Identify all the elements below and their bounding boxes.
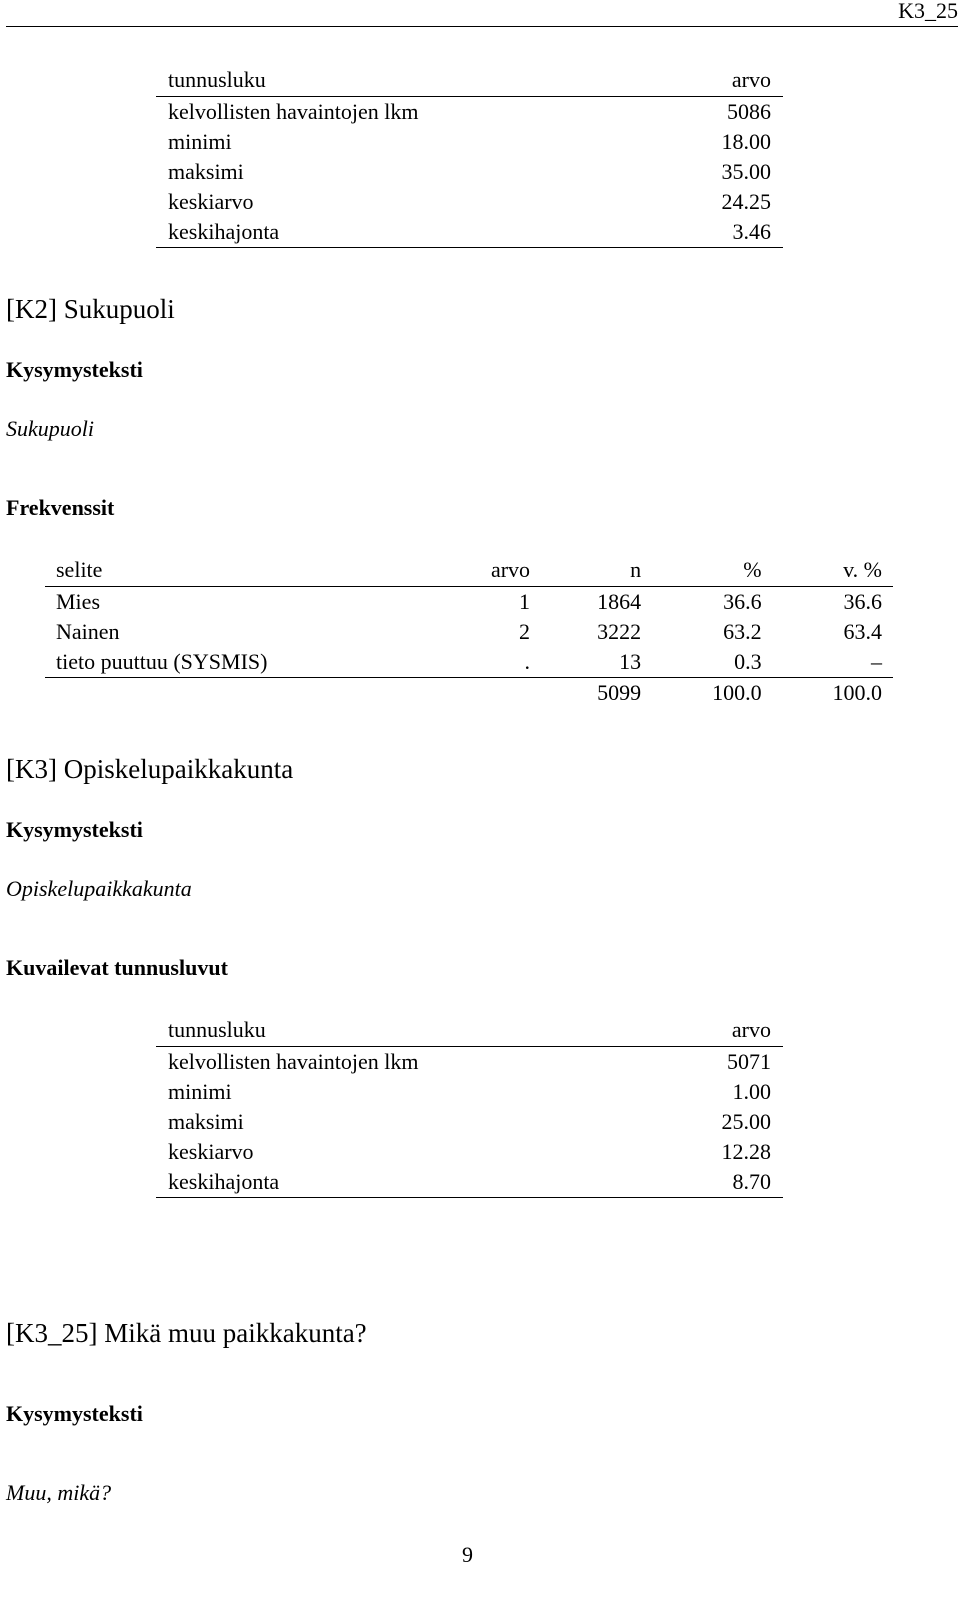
table-row xyxy=(45,647,893,678)
stat-label: maksimi xyxy=(168,1109,244,1134)
stats-heading-k3: Kuvailevat tunnusluvut xyxy=(6,955,228,980)
page-number: 9 xyxy=(462,1542,473,1567)
stat-value: 25.00 xyxy=(721,1109,771,1134)
row-valid-percent: – xyxy=(773,647,893,678)
col-header-label: selite xyxy=(45,554,438,587)
stat-label: keskihajonta xyxy=(168,219,280,244)
stat-value: 12.28 xyxy=(721,1139,771,1164)
row-value: 1 xyxy=(519,589,531,614)
table-row xyxy=(156,1077,783,1107)
table-row xyxy=(156,1137,783,1167)
row-percent: 0.3 xyxy=(652,647,772,678)
stat-label: keskihajonta xyxy=(168,1169,280,1194)
table-row xyxy=(156,187,783,217)
table-row xyxy=(156,157,783,187)
table-row xyxy=(156,1167,783,1198)
table-total-row xyxy=(45,678,893,709)
total-percent: 100.0 xyxy=(712,680,762,705)
table-row xyxy=(156,1047,783,1078)
col-header-stat: tunnusluku xyxy=(156,1014,651,1047)
stat-label: maksimi xyxy=(168,159,244,184)
question-text-k3-25: Muu, mikä? xyxy=(6,1480,112,1505)
table-row xyxy=(45,587,893,618)
stat-label: kelvollisten havaintojen lkm xyxy=(168,1049,419,1074)
col-header-value: arvo xyxy=(651,64,783,97)
table-row xyxy=(156,1107,783,1137)
question-text-k3: Opiskelupaikkakunta xyxy=(6,876,192,901)
stat-value: 35.00 xyxy=(721,159,771,184)
stat-value: 5086 xyxy=(727,99,771,124)
freq-heading-k2: Frekvenssit xyxy=(6,495,115,520)
stats-table-k3 xyxy=(156,1014,783,1198)
stat-label: keskiarvo xyxy=(168,1139,254,1164)
table-row xyxy=(156,97,783,128)
row-percent: 36.6 xyxy=(723,589,762,614)
row-label: Mies xyxy=(56,589,100,614)
col-header-stat: tunnusluku xyxy=(156,64,651,97)
question-heading-k2: Kysymysteksti xyxy=(6,357,143,382)
row-valid-percent: 63.4 xyxy=(843,619,882,644)
col-header-valid-percent: v. % xyxy=(773,554,893,587)
stat-value: 1.00 xyxy=(732,1079,771,1104)
stat-label: minimi xyxy=(168,1079,232,1104)
col-header-n: n xyxy=(541,554,652,587)
table-row xyxy=(156,217,783,248)
total-valid-percent: 100.0 xyxy=(832,680,882,705)
total-value xyxy=(438,678,541,709)
row-label: tieto puuttuu (SYSMIS) xyxy=(45,647,438,678)
row-label: Nainen xyxy=(56,619,120,644)
row-value: 2 xyxy=(519,619,531,644)
row-n: 3222 xyxy=(597,619,642,644)
stat-value: 8.70 xyxy=(732,1169,771,1194)
frequency-table-k2 xyxy=(45,554,893,708)
row-n: 13 xyxy=(541,647,652,678)
stat-label: keskiarvo xyxy=(168,189,254,214)
col-header-value: arvo xyxy=(438,554,541,587)
stats-table-1 xyxy=(156,64,783,248)
stat-label: minimi xyxy=(168,129,232,154)
question-heading-k3: Kysymysteksti xyxy=(6,817,143,842)
stat-value: 5071 xyxy=(727,1049,771,1074)
question-heading-k3-25: Kysymysteksti xyxy=(6,1401,143,1426)
stat-value: 18.00 xyxy=(721,129,771,154)
stat-label: kelvollisten havaintojen lkm xyxy=(168,99,419,124)
section-title-k3: [K3] Opiskelupaikkakunta xyxy=(6,754,294,784)
section-title-k3-25: [K3_25] Mikä muu paikkakunta? xyxy=(6,1318,367,1348)
row-n: 1864 xyxy=(597,589,642,614)
col-header-percent: % xyxy=(652,554,772,587)
stat-value: 24.25 xyxy=(721,189,771,214)
total-n: 5099 xyxy=(597,680,642,705)
table-row xyxy=(156,127,783,157)
row-percent: 63.2 xyxy=(723,619,762,644)
variable-code: K3_25 xyxy=(898,0,958,23)
section-title-k2: [K2] Sukupuoli xyxy=(6,294,175,324)
running-header xyxy=(6,0,958,27)
row-value: . xyxy=(438,647,541,678)
table-row xyxy=(45,617,893,647)
row-valid-percent: 36.6 xyxy=(843,589,882,614)
col-header-value: arvo xyxy=(651,1014,783,1047)
stat-value: 3.46 xyxy=(732,219,771,244)
question-text-k2: Sukupuoli xyxy=(6,416,94,441)
total-label xyxy=(45,678,438,709)
